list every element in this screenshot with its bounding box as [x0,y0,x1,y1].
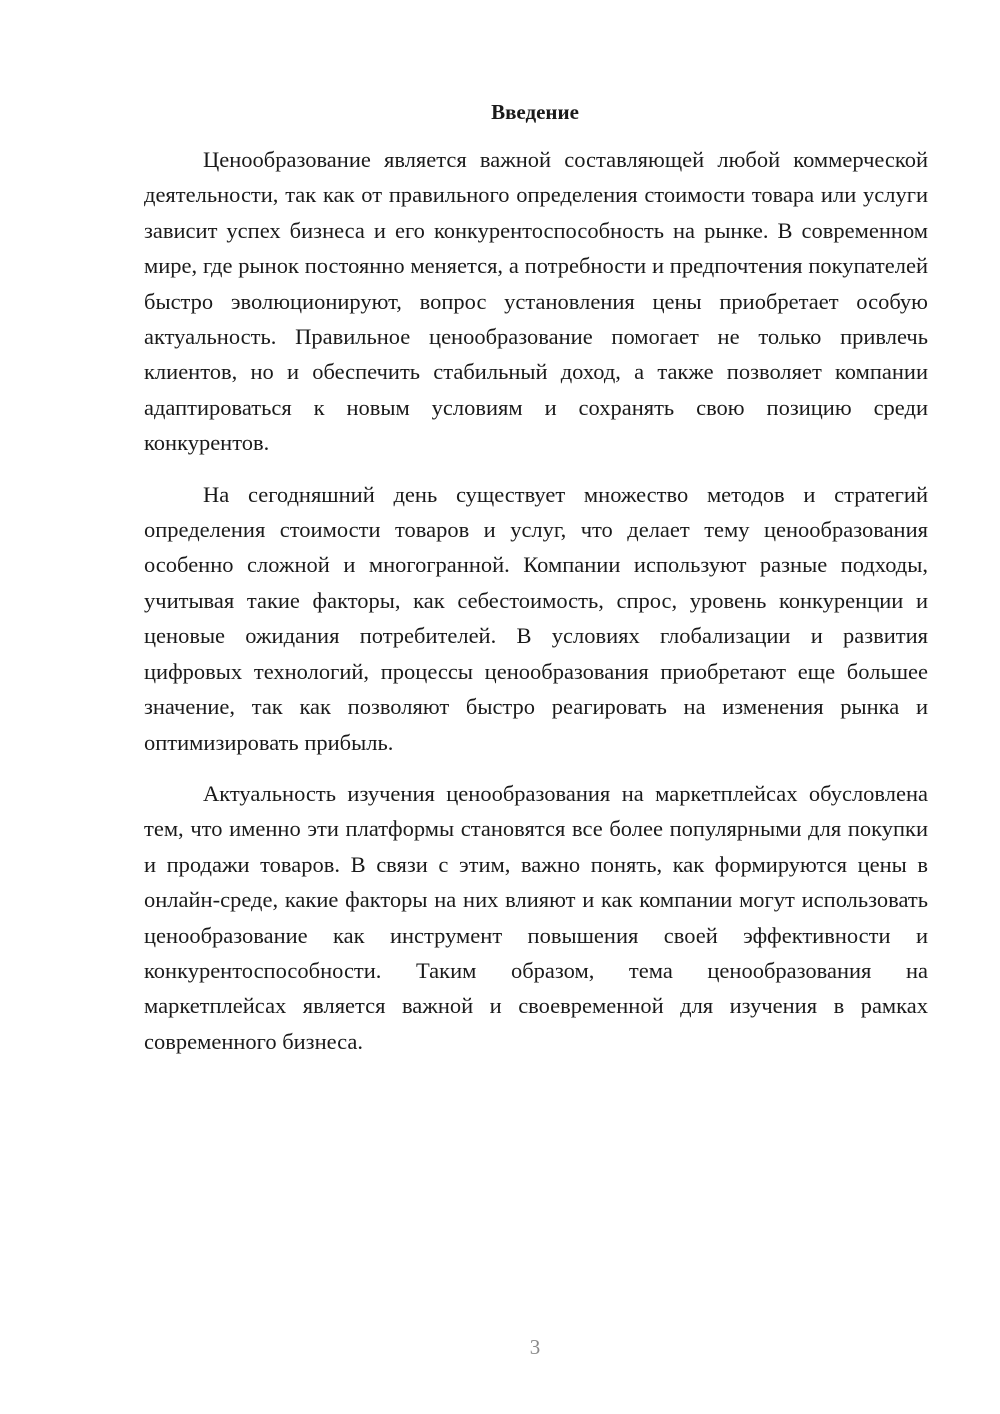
paragraph-2: На сегодняшний день существует множество методов и стратегий определения стоимости товаров и услуг, что делает тему ценообразования особенно сложной и многогранной. Компании используют разные подходы, учитывая такие факторы, как себестоимость, спрос, уровень конкуренции и ценовые ожидания потребителей. В условиях глобализации и развития цифровых технологий, процессы ценообразования приобретают еще большее значение, так как позволяют быстро реагировать на изменения рынка и оптимизировать прибыль. [144,481,928,755]
paragraph-1: Ценообразование является важной составляющей любой коммерческой деятельности, так как от правильного определения стоимости товара или услуги зависит успех бизнеса и его конкурентоспособность на рынке. В современном мире, где рынок постоянно меняется, а потребности и предпочтения покупателей быстро эволюционируют, вопрос установления цены приобретает особую актуальность. Правильное ценообразование помогает не только привлечь клиентов, но и обеспечить стабильный доход, а также позволяет компании адаптироваться к новым условиям и сохранять свою позицию среди конкурентов. [144,147,928,456]
section-title: Введение [491,100,579,124]
page-number: 3 [529,1335,541,1359]
document-body [144,142,928,1075]
paragraph-3: Актуальность изучения ценообразования на маркетплейсах обусловлена тем, что именно эти платформы становятся все более популярными для покупки и продажи товаров. В связи с этим, важно понять, как формируются цены в онлайн-среде, какие факторы на них влияют и как компании могут использовать ценообразование как инструмент повышения своей эффективности и конкурентоспособности. Таким образом, тема ценообразования на маркетплейсах является важной и своевременной для изучения в рамках современного бизнеса. [144,780,928,1054]
